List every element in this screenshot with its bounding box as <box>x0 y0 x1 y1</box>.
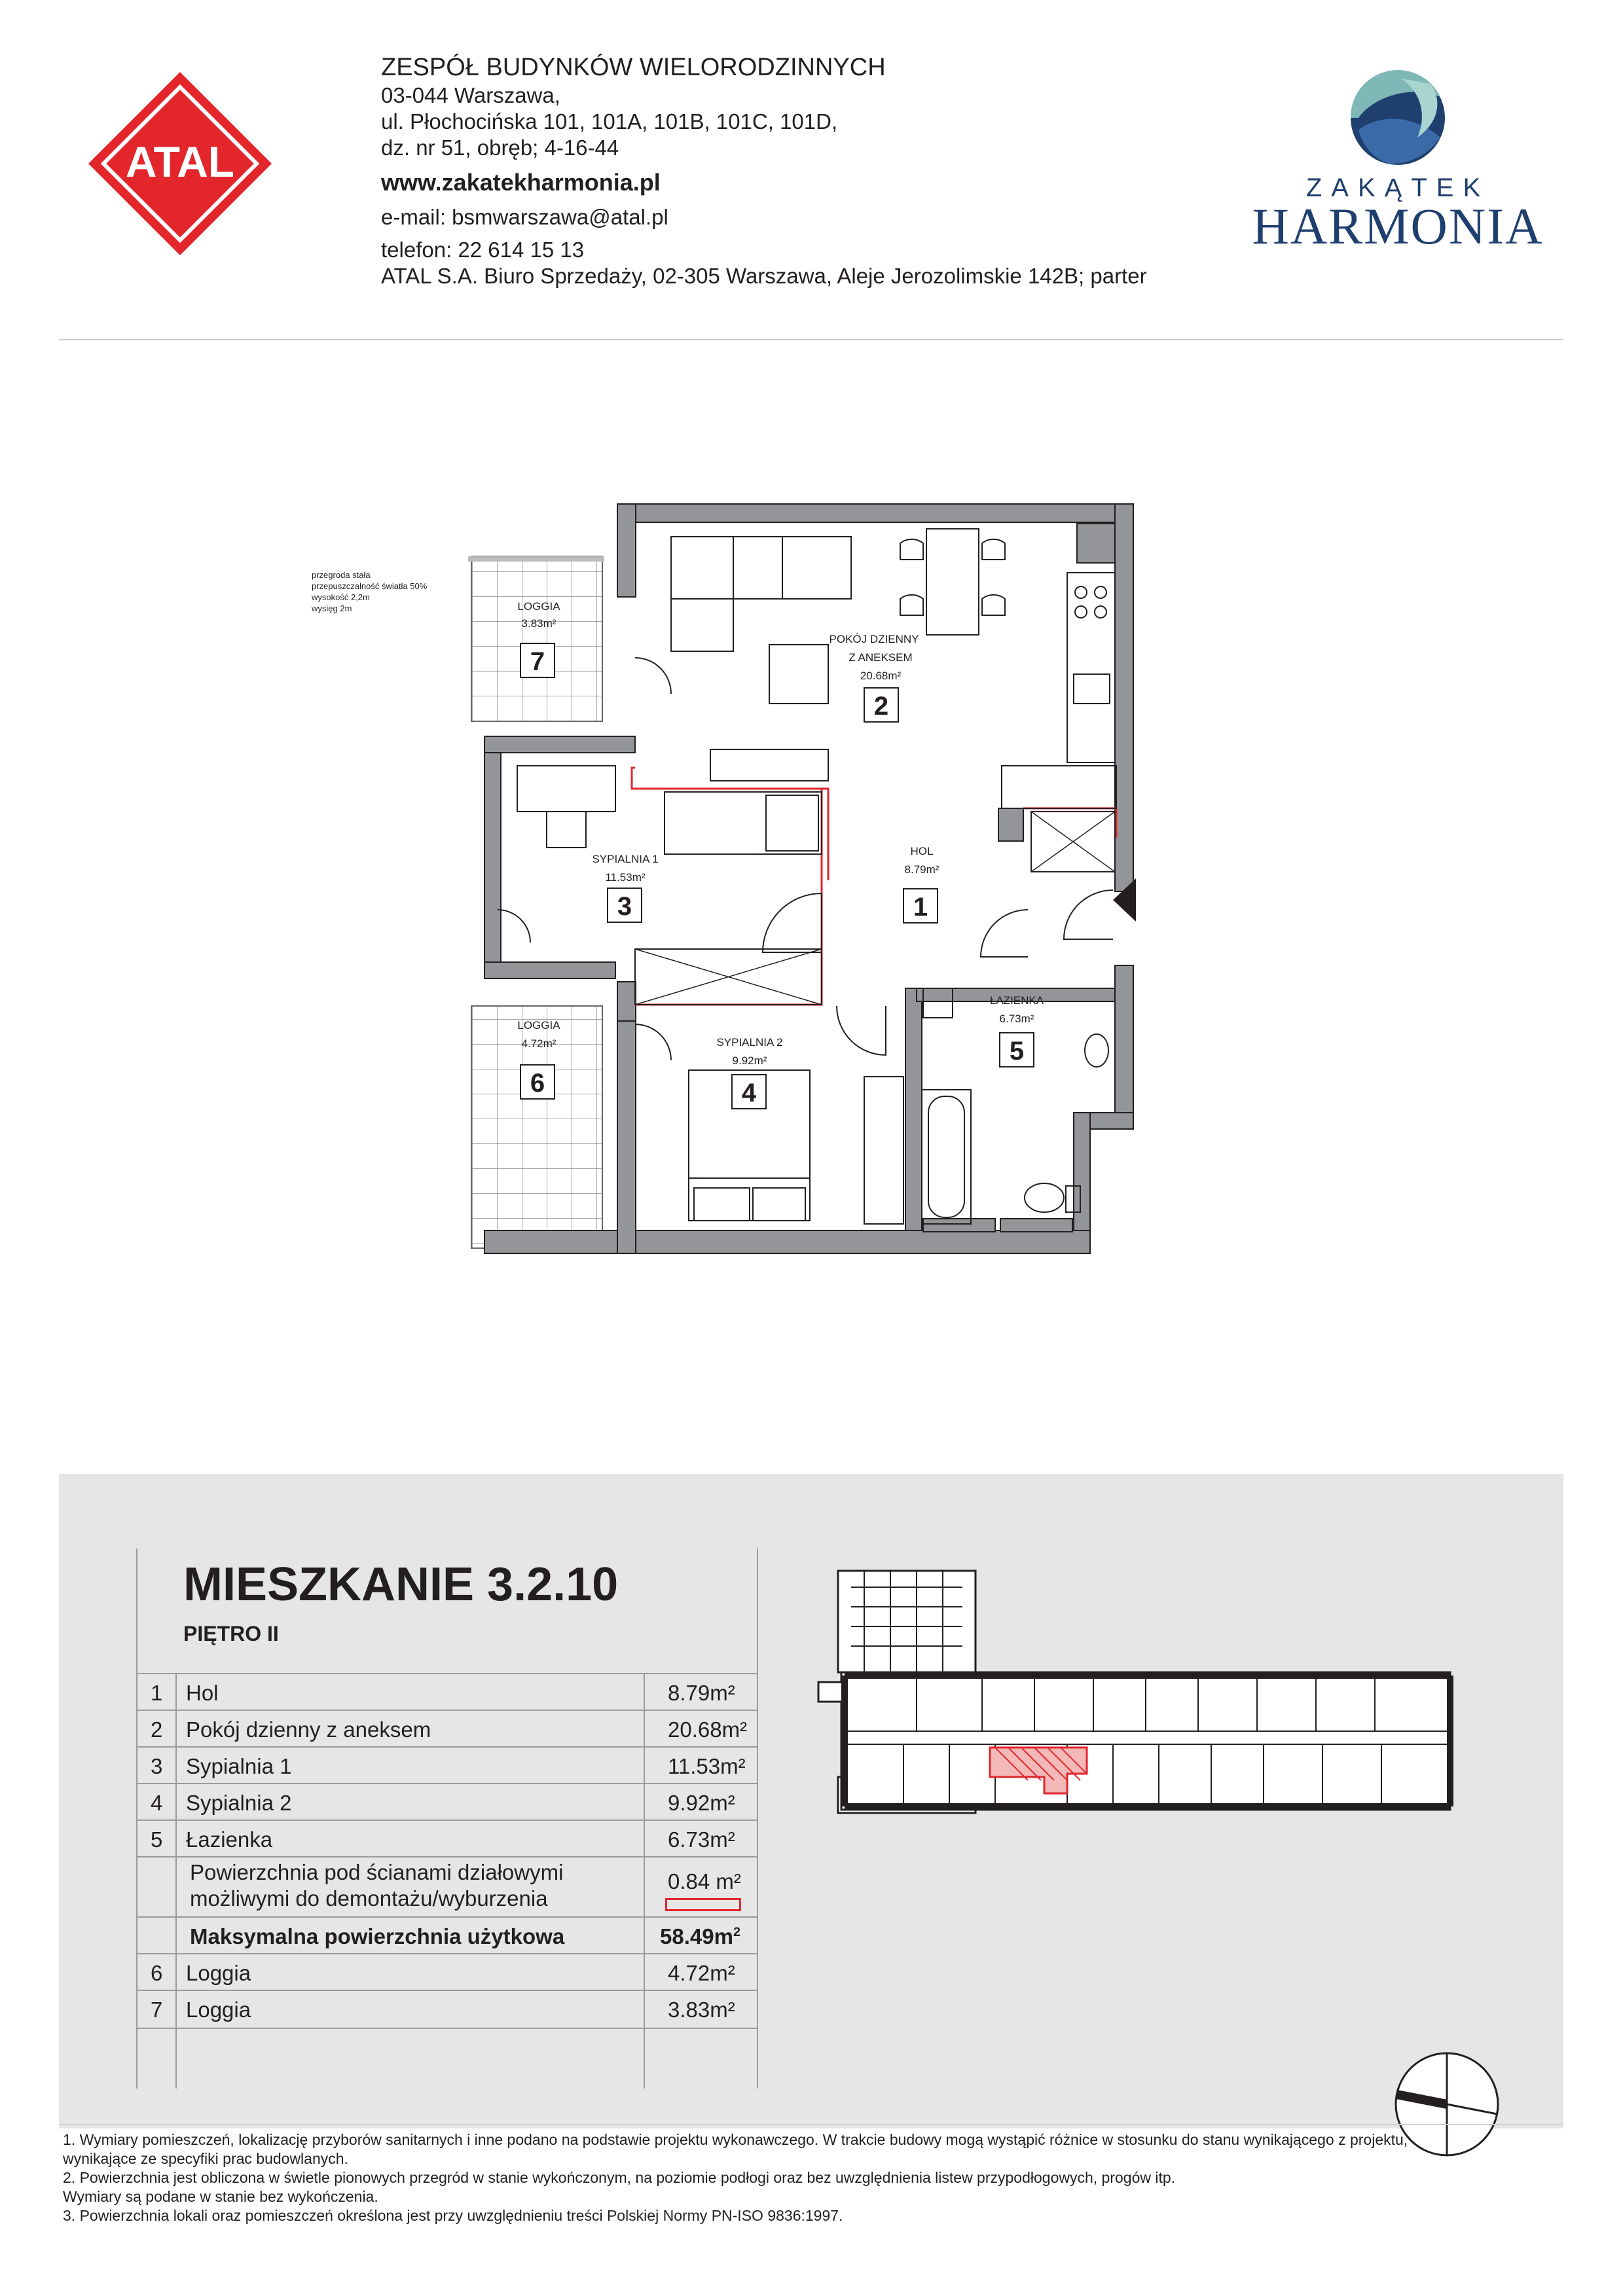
room4-area: 9.92m² <box>732 1054 767 1067</box>
sales-office: ATAL S.A. Biuro Sprzedaży, 02-305 Warszawa, Aleje Jerozolimskie 142B; parter <box>381 264 1147 288</box>
footnote-2-cont: Wymiary są podane w stanie bez wykończenia. <box>63 2188 378 2205</box>
website-link[interactable]: www.zakatekharmonia.pl <box>381 169 661 196</box>
floor-plan <box>0 458 1623 1309</box>
parcel-number: dz. nr 51, obręb; 4-16-44 <box>381 135 619 160</box>
building-key-plan <box>805 1568 1460 1816</box>
table-row: 3 Sypialnia 1 11.53m² <box>136 1746 758 1784</box>
phone-number: telefon: 22 614 15 13 <box>381 238 585 262</box>
dining-table <box>926 529 979 635</box>
wall-east-lower <box>1115 965 1133 1129</box>
footnote-1: 1. Wymiary pomieszczeń, lokalizację przyborów sanitarnych i inne podano na podstawie projektu wykonawczego. W trakcie budowy mogą wystąpić różnice w stosunku do stanu wynikającego z projektu, <box>63 2131 1408 2148</box>
room5-area: 6.73m² <box>999 1013 1034 1025</box>
brand-line2: HARMONIA <box>1252 198 1544 255</box>
partition-note-1: przegroda stała <box>312 570 371 580</box>
partition-note-3: wysokość 2,2m <box>312 592 370 602</box>
room2-number: 2 <box>873 692 889 721</box>
coffee-table <box>769 645 828 704</box>
wall-north <box>617 504 1133 522</box>
room3-name: SYPIALNIA 1 <box>592 853 659 865</box>
wall-west-upper <box>617 504 636 597</box>
atal-logo-text: ATAL <box>125 137 235 186</box>
footnote-2: 2. Powierzchnia jest obliczona w świetle pionowych przegród w stanie wykończonym, na poziomie podłogi oraz bez uwzględnienia listew przypodłogowych, progów itp. <box>63 2169 1176 2186</box>
room7-name: LOGGIA <box>517 600 560 613</box>
project-title: ZESPÓŁ BUDYNKÓW WIELORODZINNYCH <box>381 54 886 81</box>
room6-name: LOGGIA <box>517 1019 560 1031</box>
wall-west-lower <box>617 1008 636 1253</box>
room3-area: 11.53m² <box>605 871 646 884</box>
table-row: 2 Pokój dzienny z aneksem 20.68m² <box>136 1710 758 1748</box>
table-row-walls: Powierzchnia pod ścianami działowymi możliwymi do demontażu/wyburzenia 0.84 m² <box>136 1856 758 1918</box>
room2-name-line2: Z ANEKSEM <box>848 651 913 664</box>
room2-name-line1: POKÓJ DZIENNY <box>829 633 919 645</box>
harmonia-logo <box>1244 65 1545 262</box>
atal-logo <box>85 69 275 259</box>
address-street: ul. Płochocińska 101, 101A, 101B, 101C, 101D, <box>381 109 838 134</box>
brand-line1: ZAKĄTEK <box>1305 173 1490 202</box>
wall-east <box>1115 504 1133 891</box>
table-row: 1 Hol 8.79m² <box>136 1673 758 1711</box>
room7-area: 3.83m² <box>521 617 556 630</box>
table-row: 4 Sypialnia 2 9.92m² <box>136 1783 758 1821</box>
apartment-title: MIESZKANIE 3.2.10 <box>183 1558 619 1611</box>
address-city: 03-044 Warszawa, <box>381 83 560 107</box>
table-row: 5 Łazienka 6.73m² <box>136 1820 758 1857</box>
room1-area: 8.79m² <box>904 863 939 876</box>
footnote-3: 3. Powierzchnia lokali oraz pomieszczeń określona jest przy uwzględnieniu treści Polskiej Normy PN-ISO 9836:1997. <box>63 2207 843 2224</box>
room4-name: SYPIALNIA 2 <box>716 1036 783 1049</box>
footnote-1-cont: wynikające ze specyfiki prac budowlanych. <box>63 2150 348 2167</box>
partition-note-2: przepuszczalność światła 50% <box>312 581 428 591</box>
room5-number: 5 <box>1009 1037 1025 1066</box>
table-row-max-area: Maksymalna powierzchnia użytkowa $58.49m^2$ <box>136 1916 758 1954</box>
room1-name: HOL <box>910 845 934 857</box>
wall-south <box>484 1230 1090 1253</box>
table-row: 6 Loggia 4.72m² <box>136 1953 758 1991</box>
room3-number: 3 <box>617 892 632 921</box>
room1-number: 1 <box>913 893 928 922</box>
header-divider <box>59 339 1563 340</box>
room2-area: 20.68m² <box>860 670 902 682</box>
demolishable-marker <box>665 1898 741 1911</box>
table-row: 7 Loggia 3.83m² <box>136 1990 758 2029</box>
email-link[interactable]: e-mail: bsmwarszawa@atal.pl <box>381 205 668 229</box>
room7-number: 7 <box>530 647 545 676</box>
room6-area: 4.72m² <box>521 1037 556 1050</box>
floor-label: PIĘTRO II <box>183 1622 279 1645</box>
tv-stand <box>710 749 828 781</box>
footer-divider <box>59 2124 1563 2125</box>
room6-number: 6 <box>530 1069 545 1098</box>
partition-note-4: wysięg 2m <box>312 603 352 613</box>
room5-name: ŁAZIENKA <box>989 994 1044 1007</box>
room4-number: 4 <box>741 1079 757 1107</box>
loggia-7-floor <box>471 556 602 721</box>
